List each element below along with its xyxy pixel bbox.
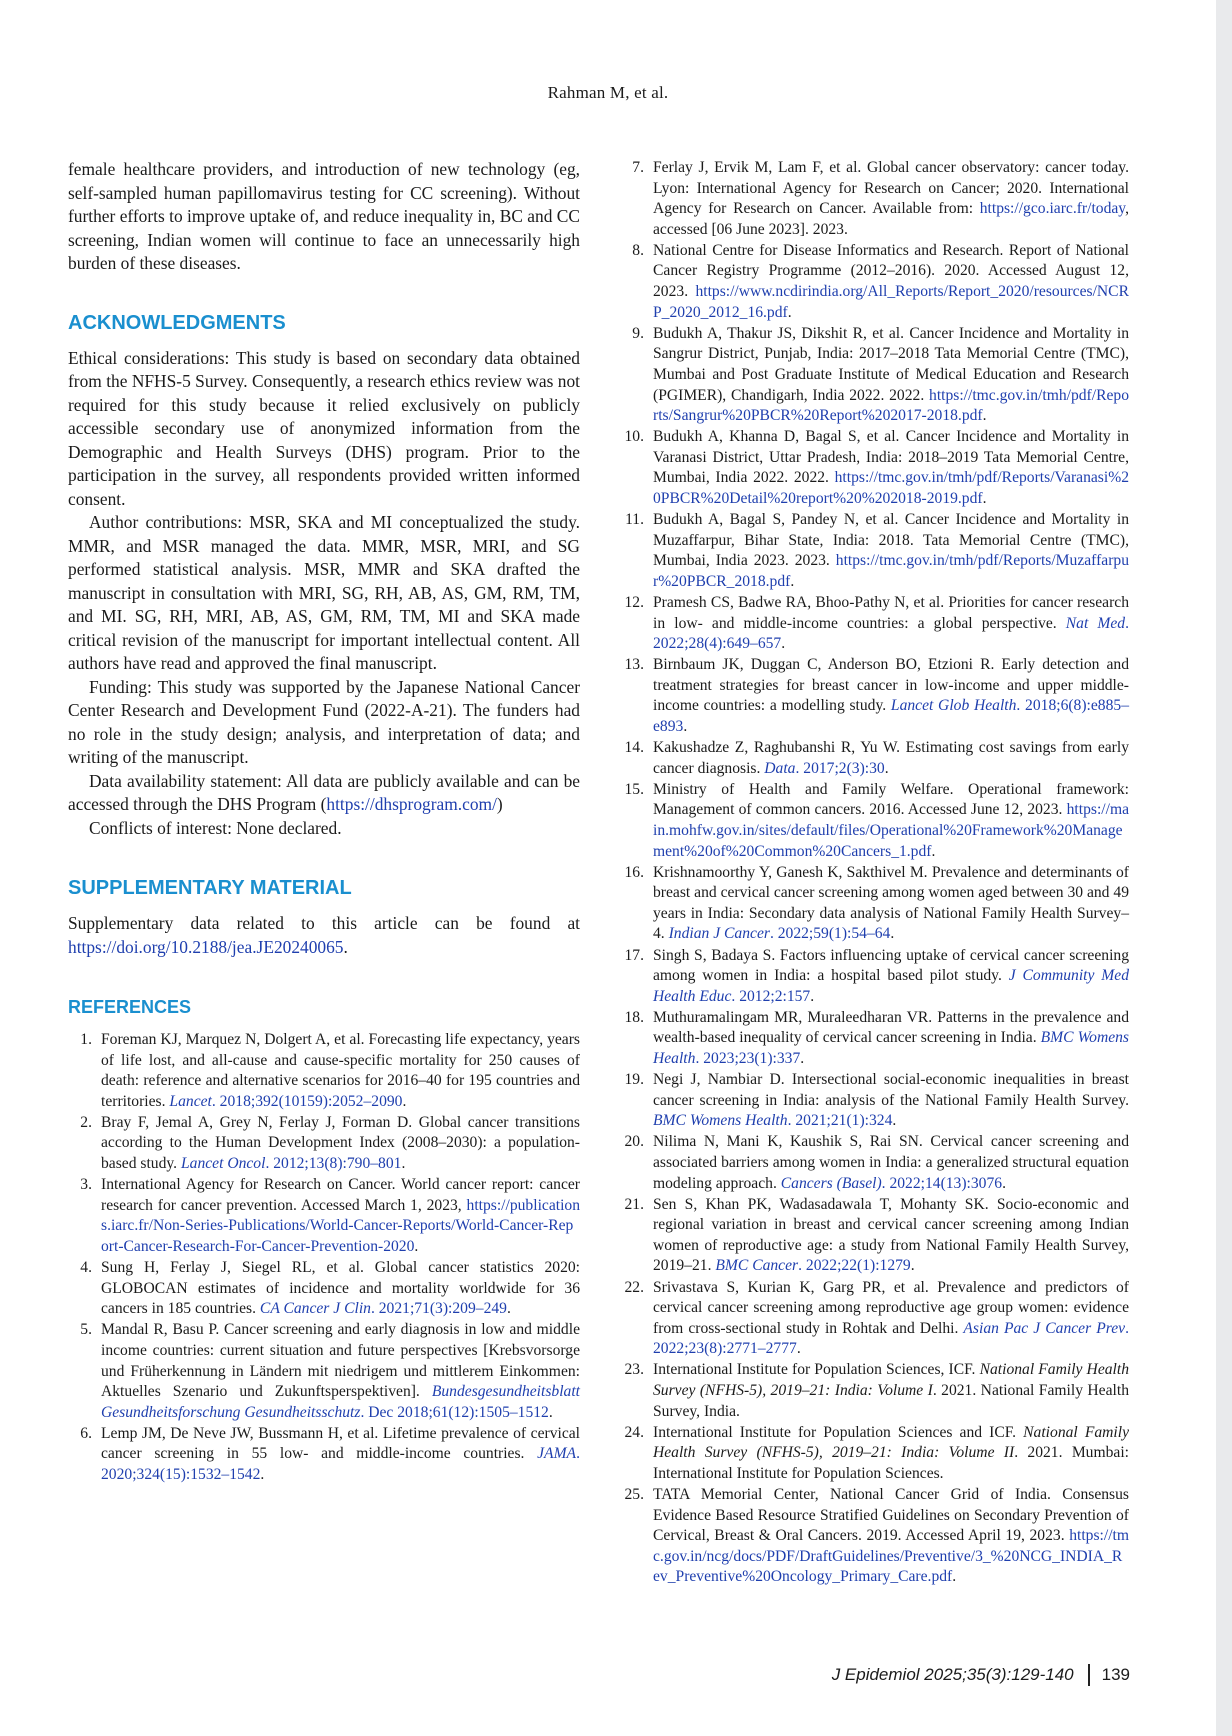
reference-tail: . — [260, 1465, 265, 1483]
reference-text: Lemp JM, De Neve JW, Bussmann H, et al. Lifetime prevalence of cervical cancer screening in 55 low- and middle-income countries. — [101, 1424, 580, 1463]
reference-number: 21. — [624, 1195, 644, 1213]
reference-number: 14. — [624, 739, 644, 757]
reference-text: Foreman KJ, Marquez N, Dolgert A, et al. Forecasting life expectancy, years of life lost, and all-cause and cause-specific mortality for 250 causes of death: reference and alternative scenarios for 2016–40 for 195 countries and territories. — [101, 1031, 580, 1110]
reference-tail: . — [982, 407, 987, 425]
reference-item — [620, 510, 1129, 592]
reference-journal: Asian Pac J Cancer Prev — [963, 1319, 1126, 1337]
page-number: 139 — [1101, 1665, 1130, 1684]
reference-link-text: . 2021;71(3):209–249 — [370, 1300, 507, 1318]
supplementary-paragraph — [68, 912, 580, 959]
reference-text: Srivastava S, Kurian K, Garg PR, et al. Prevalence and predictors of cervical cancer screening among reproductive age group women: evidence from cross-sectional study in Rohtak and Delhi. — [653, 1278, 1129, 1337]
reference-publisher: . 2021. National Family Health Survey, India. — [653, 1382, 1129, 1420]
reference-number: 9. — [632, 324, 644, 342]
reference-citation-link[interactable] — [764, 760, 884, 777]
reference-item — [620, 655, 1129, 737]
reference-number: 13. — [624, 656, 644, 674]
reference-citation-link[interactable] — [669, 925, 891, 942]
reference-link-text: https://www.ncdirindia.org/All_Reports/Report_2020/resources/NCRP_2020_2012_16.pdf — [653, 283, 1129, 321]
reference-link-text: . 2022;23(8):2771–2777 — [653, 1319, 1129, 1358]
reference-citation-link[interactable] — [781, 1175, 1002, 1192]
reference-number: 16. — [624, 863, 644, 881]
supplementary-text: Supplementary data related to this article can be found at — [68, 913, 580, 933]
reference-link-text: https://tmc.gov.in/tmh/pdf/Reports/Varanasi%20PBCR%20Detail%20report%20%202018-2019.pdf — [653, 469, 1129, 507]
reference-tail: . — [910, 1257, 915, 1275]
reference-text: Negi J, Nambiar D. Intersectional social-economic inequalities in breast cancer screening in India: analysis of the National Family Health Survey. — [653, 1071, 1129, 1109]
reference-item — [620, 738, 1129, 779]
reference-link-text: . Dec 2018;61(12):1505–1512 — [360, 1403, 549, 1421]
reference-tail: . — [790, 572, 795, 590]
reference-text: Bray F, Jemal A, Grey N, Ferlay J, Forman D. Global cancer transitions according to the Human Development Index (2008–2030): a population-based study. — [101, 1113, 580, 1173]
reference-citation-link[interactable] — [181, 1155, 401, 1172]
reference-tail: . — [781, 635, 786, 653]
reference-link-text: . 2012;2:157 — [731, 987, 811, 1005]
footer-journal-citation: J Epidemiol 2025;35(3):129-140 — [831, 1665, 1074, 1684]
reference-item — [620, 241, 1129, 323]
reference-link-text: https://tmc.gov.in/tmh/pdf/Reports/Sangrur%20PBCR%20Report%202017-2018.pdf — [653, 386, 1129, 425]
reference-text: Budukh A, Khanna D, Bagal S, et al. Cancer Incidence and Mortality in Varanasi District, Uttar Pradesh, India: 2018–2019 Tata Memorial Centre, Mumbai, India 2022. 2022. — [653, 428, 1129, 487]
reference-number: 20. — [624, 1133, 644, 1151]
reference-text: Ferlay J, Ervik M, Lam F, et al. Global cancer observatory: cancer today. Lyon: International Agency for Research on Cancer; 2020. International Agency for Research on Cancer. Available from: — [653, 159, 1129, 218]
reference-tail: . — [506, 1300, 511, 1318]
reference-journal: Lancet — [169, 1092, 212, 1110]
data-availability-suffix: ) — [496, 794, 503, 814]
reference-item — [620, 1423, 1129, 1485]
acknowledgments-heading: ACKNOWLEDGMENTS — [68, 311, 286, 334]
reference-tail: . — [884, 759, 889, 777]
reference-link-text: . 2018;6(8):e885–e893 — [653, 697, 1129, 736]
reference-tail: . — [796, 1340, 801, 1358]
reference-journal: J Community Med Health Educ — [653, 967, 1129, 1005]
reference-item — [620, 158, 1129, 240]
reference-item — [68, 1424, 580, 1486]
running-head: Rahman M, et al. — [547, 83, 669, 102]
reference-link-text: https://tmc.gov.in/ncg/docs/PDF/DraftGuidelines/Preventive/3_%20NCG_INDIA_Rev_Preventive%20Oncology_Primary_Care.pdf — [653, 1527, 1129, 1586]
reference-tail: . — [800, 1050, 805, 1068]
reference-item — [620, 1132, 1129, 1194]
reference-link-text: https://publications.iarc.fr/Non-Series-Publications/World-Cancer-Reports/World-Cancer-Report-Cancer-Research-For-Cancer-Prevention-2020 — [101, 1196, 580, 1255]
reference-number: 22. — [624, 1278, 644, 1296]
reference-journal: BMC Cancer — [715, 1257, 799, 1275]
data-availability-paragraph — [68, 770, 580, 817]
reference-tail: . — [890, 925, 895, 943]
reference-journal: BMC Womens Health — [653, 1112, 788, 1130]
reference-text: Mandal R, Basu P. Cancer screening and early diagnosis in low and middle income countries: current situation and future perspectives [Krebsvorsorge und Früherkennung in Ländern mit niedrigem und mittlerem Einkommen: Aktuelles Szenario und Zukunftsperspektiven]. — [101, 1321, 580, 1401]
reference-number: 6. — [80, 1424, 92, 1442]
reference-journal: Nat Med — [1065, 614, 1126, 632]
reference-link-text: . 2023;23(1):337 — [695, 1050, 801, 1068]
reference-text: Birnbaum JK, Duggan C, Anderson BO, Etzioni R. Early detection and treatment strategies for breast cancer in low-income and upper middle-income countries: a modelling study. — [653, 656, 1129, 715]
reference-text: Muthuramalingam MR, Muraleedharan VR. Patterns in the prevalence and wealth-based inequality of cervical cancer screening in India. — [653, 1008, 1129, 1047]
reference-item — [620, 427, 1129, 509]
reference-number: 25. — [624, 1486, 644, 1503]
reference-item — [68, 1258, 580, 1320]
reference-tail: , accessed [06 June 2023]. 2023. — [653, 200, 1129, 238]
author-contributions-paragraph: Author contributions: MSR, SKA and MI conceptualized the study. MMR, and MSR managed the data. MMR, MSR, MRI, and SG performed statistical analysis. MSR, MMR and SKA drafted the manuscript in consultation with MRI, SG, RH, AB, AS, GM, RM, TM, and MI. SG, RH, MRI, AB, AS, GM, RM, TM, MI and SKA made critical revision of the manuscript for important intellectual content. All authors have read and approved the final manuscript. — [68, 512, 580, 673]
reference-item — [68, 1320, 580, 1423]
footer-divider — [1088, 1664, 1090, 1686]
reference-link-text: . 2020;324(15):1532–1542 — [101, 1445, 580, 1483]
reference-number: 4. — [80, 1259, 92, 1277]
reference-link-text: https://main.mohfw.gov.in/sites/default/files/Operational%20Framework%20Management%20of%20Common%20Cancers_1.pdf — [653, 801, 1129, 860]
reference-text: Singh S, Badaya S. Factors influencing uptake of cervical cancer screening among women in India: a hospital based pilot study. — [653, 946, 1129, 985]
reference-item — [68, 1030, 580, 1112]
reference-link-text: https://gco.iarc.fr/today — [979, 200, 1126, 218]
reference-number: 12. — [624, 593, 644, 611]
reference-link-text: . 2021;21(1):324 — [787, 1112, 893, 1130]
right-column — [620, 158, 1129, 1588]
reference-text: International Agency for Research on Cancer. World cancer report: cancer research for cancer prevention. Accessed March 1, 2023, — [101, 1176, 580, 1214]
reference-number: 18. — [624, 1008, 644, 1026]
conflicts-paragraph: Conflicts of interest: None declared. — [89, 817, 342, 838]
reference-link-text: . 2022;22(1):1279 — [798, 1257, 911, 1275]
reference-number: 3. — [80, 1176, 92, 1194]
ethics-paragraph: Ethical considerations: This study is based on secondary data obtained from the NFHS-5 Survey. Consequently, a research ethics review was not required for this study because it relied exclusively on publicly accessible secondary use of anonymized information from the Demographic and Health Surveys (DHS) program. Prior to the participation in the survey, all respondents provided written informed consent. — [68, 347, 580, 509]
reference-text: Kakushadze Z, Raghubanshi R, Yu W. Estimating cost savings from early cancer diagnosis. — [653, 739, 1129, 777]
reference-citation-link[interactable] — [715, 1257, 910, 1274]
reference-item — [620, 946, 1129, 1008]
reference-journal: BMC Womens Health — [653, 1029, 1129, 1068]
reference-number: 2. — [80, 1113, 92, 1131]
reference-item — [620, 1485, 1129, 1588]
reference-text: International Institute for Population Sciences and ICF. — [653, 1423, 1024, 1441]
reference-text: Budukh A, Thakur JS, Dikshit R, et al. Cancer Incidence and Mortality in Sangrur District, Punjab, India: 2017–2018 Tata Memorial Centre (TMC), Mumbai and Post Graduate Institute of Medical Education and Research (PGIMER), Chandigarh, India 2022. 2022. — [653, 324, 1129, 404]
reference-journal: Indian J Cancer — [668, 925, 770, 943]
reference-text: Sen S, Khan PK, Wadasadawala T, Mohanty SK. Socio-economic and regional variation in breast and cervical cancer screening among Indian women of reproductive age: a study from National Family Health Survey, 2019–21. — [653, 1195, 1129, 1275]
reference-number: 5. — [80, 1321, 92, 1339]
reference-item — [620, 1070, 1129, 1132]
reference-url-link[interactable] — [653, 283, 1129, 321]
reference-number: 1. — [80, 1031, 92, 1048]
reference-text: Pramesh CS, Badwe RA, Bhoo-Pathy N, et al. Priorities for cancer research in low- and middle-income countries: a global perspective. — [653, 593, 1129, 632]
reference-item — [620, 1195, 1129, 1277]
reference-link-text: . 2017;2(3):30 — [795, 759, 885, 777]
reference-text: TATA Memorial Center, National Cancer Grid of India. Consensus Evidence Based Resource Stratified Guidelines on Secondary Prevention of Cervical, Breast & Oral Cancers. 2019. Accessed April 19, 2023. — [653, 1486, 1129, 1545]
references-list-left — [68, 1030, 580, 1486]
reference-item — [68, 1175, 580, 1257]
reference-number: 15. — [624, 780, 644, 798]
reference-tail: . — [1002, 1174, 1006, 1192]
reference-link-text: . 2018;392(10159):2052–2090 — [211, 1092, 403, 1110]
reference-journal: CA Cancer J Clin — [259, 1300, 371, 1318]
reference-journal: Cancers (Basel) — [780, 1174, 882, 1192]
reference-link-text: . 2022;14(13):3076 — [881, 1174, 1003, 1192]
references-heading: REFERENCES — [68, 997, 192, 1017]
reference-tail: . — [402, 1092, 407, 1110]
reference-tail: . — [931, 842, 936, 860]
dhs-program-link[interactable]: https://dhsprogram.com/ — [326, 794, 497, 814]
reference-journal: Lancet Glob Health — [890, 697, 1017, 715]
reference-link-text: https://tmc.gov.in/tmh/pdf/Reports/Muzaffarpur%20PBCR_2018.pdf — [653, 552, 1129, 590]
reference-item — [620, 1360, 1129, 1422]
reference-item — [620, 1008, 1129, 1070]
reference-number: 11. — [625, 511, 644, 529]
reference-text: Nilima N, Mani K, Kaushik S, Rai SN. Cervical cancer screening and associated barriers among women in India: a generalized structural equation modeling approach. — [653, 1133, 1129, 1192]
reference-link-text: . 2022;59(1):54–64 — [769, 925, 891, 943]
reference-text: Ministry of Health and Family Welfare. Operational framework: Management of common cancers. 2016. Accessed June 12, 2023. — [653, 780, 1129, 819]
reference-number: 17. — [624, 946, 644, 964]
reference-number: 24. — [624, 1423, 644, 1441]
reference-item — [620, 593, 1129, 655]
reference-citation-link[interactable] — [169, 1093, 402, 1110]
left-column — [68, 158, 580, 1486]
reference-number: 23. — [624, 1361, 644, 1379]
reference-tail: . — [982, 490, 987, 507]
data-availability-text: Data availability statement: All data are publicly available and can be accessed through the DHS Program ( — [68, 770, 580, 814]
reference-url-link[interactable] — [980, 200, 1125, 217]
reference-text: Krishnamoorthy Y, Ganesh K, Sakthivel M. Prevalence and determinants of breast and cervical cancer screening among women aged between 30 and 49 years in India: Secondary data analysis of National Family Health Survey–4. — [653, 863, 1129, 943]
reference-number: 8. — [632, 241, 644, 259]
reference-tail: . — [810, 987, 815, 1005]
reference-journal: Bundesgesundheitsblatt Gesundheitsforschung Gesundheitsschutz — [101, 1383, 580, 1421]
reference-tail: . — [401, 1155, 406, 1173]
reference-item — [620, 863, 1129, 945]
reference-citation-link[interactable] — [260, 1300, 507, 1317]
supplementary-suffix: . — [343, 936, 348, 957]
reference-book-title: National Family Health Survey (NFHS-5), 2019–21: India: Volume I — [653, 1361, 1129, 1400]
reference-item — [620, 780, 1129, 862]
reference-number: 19. — [624, 1071, 644, 1089]
reference-link-text: . 2012;13(8):790–801 — [265, 1155, 402, 1173]
reference-tail: . — [548, 1403, 553, 1421]
reference-text: Budukh A, Bagal S, Pandey N, et al. Cancer Incidence and Mortality in Muzaffarpur, Bihar State, India: 2018. Tata Memorial Centre (TMC), Mumbai, India 2023. 2023. — [653, 511, 1129, 570]
reference-journal: Data — [764, 759, 796, 777]
reference-item — [68, 1113, 580, 1175]
reference-publisher: . 2021. Mumbai: International Institute for Population Sciences. — [653, 1444, 1129, 1482]
conclusion-paragraph: female healthcare providers, and introduction of new technology (eg, self-sampled human papillomavirus testing for CC screening). Without further efforts to improve uptake of, and reduce inequality in, BC and CC screening, Indian women will continue to face an unnecessarily high burden of these diseases. — [68, 159, 580, 273]
reference-link-text: . 2022;28(4):649–657 — [653, 614, 1129, 653]
reference-item — [620, 324, 1129, 427]
reference-text: Sung H, Ferlay J, Siegel RL, et al. Global cancer statistics 2020: GLOBOCAN estimates of incidence and mortality worldwide for 36 cancers in 185 countries. — [101, 1259, 580, 1318]
reference-journal: Lancet Oncol — [180, 1155, 266, 1173]
supplementary-heading: SUPPLEMENTARY MATERIAL — [68, 877, 352, 899]
reference-tail: . — [683, 718, 688, 736]
reference-text: International Institute for Population Sciences, ICF. — [653, 1361, 980, 1379]
funding-paragraph: Funding: This study was supported by the Japanese National Cancer Center Research and Development Fund (2022-A-21). The funders had no role in the study design; analysis, and interpretation of data; and writing of the manuscript. — [68, 676, 580, 767]
reference-tail: . — [414, 1237, 419, 1255]
reference-journal: JAMA — [537, 1445, 577, 1463]
reference-book-title: National Family Health Survey (NFHS-5), 2019–21: India: Volume II — [653, 1423, 1130, 1462]
reference-citation-link[interactable] — [653, 1112, 892, 1129]
reference-text: National Centre for Disease Informatics and Research. Report of National Cancer Registry Programme (2012–2016). 2020. Accessed August 12, 2023. — [653, 241, 1129, 301]
reference-tail: . — [892, 1112, 897, 1130]
reference-item — [620, 1278, 1129, 1360]
page-footer — [832, 1664, 1130, 1686]
references-list-right — [620, 158, 1129, 1588]
reference-number: 10. — [624, 428, 644, 446]
reference-number: 7. — [632, 159, 644, 176]
supplementary-doi-link[interactable]: https://doi.org/10.2188/jea.JE20240065 — [68, 936, 344, 957]
reference-tail: . — [952, 1568, 957, 1586]
reference-tail: . — [787, 303, 792, 321]
